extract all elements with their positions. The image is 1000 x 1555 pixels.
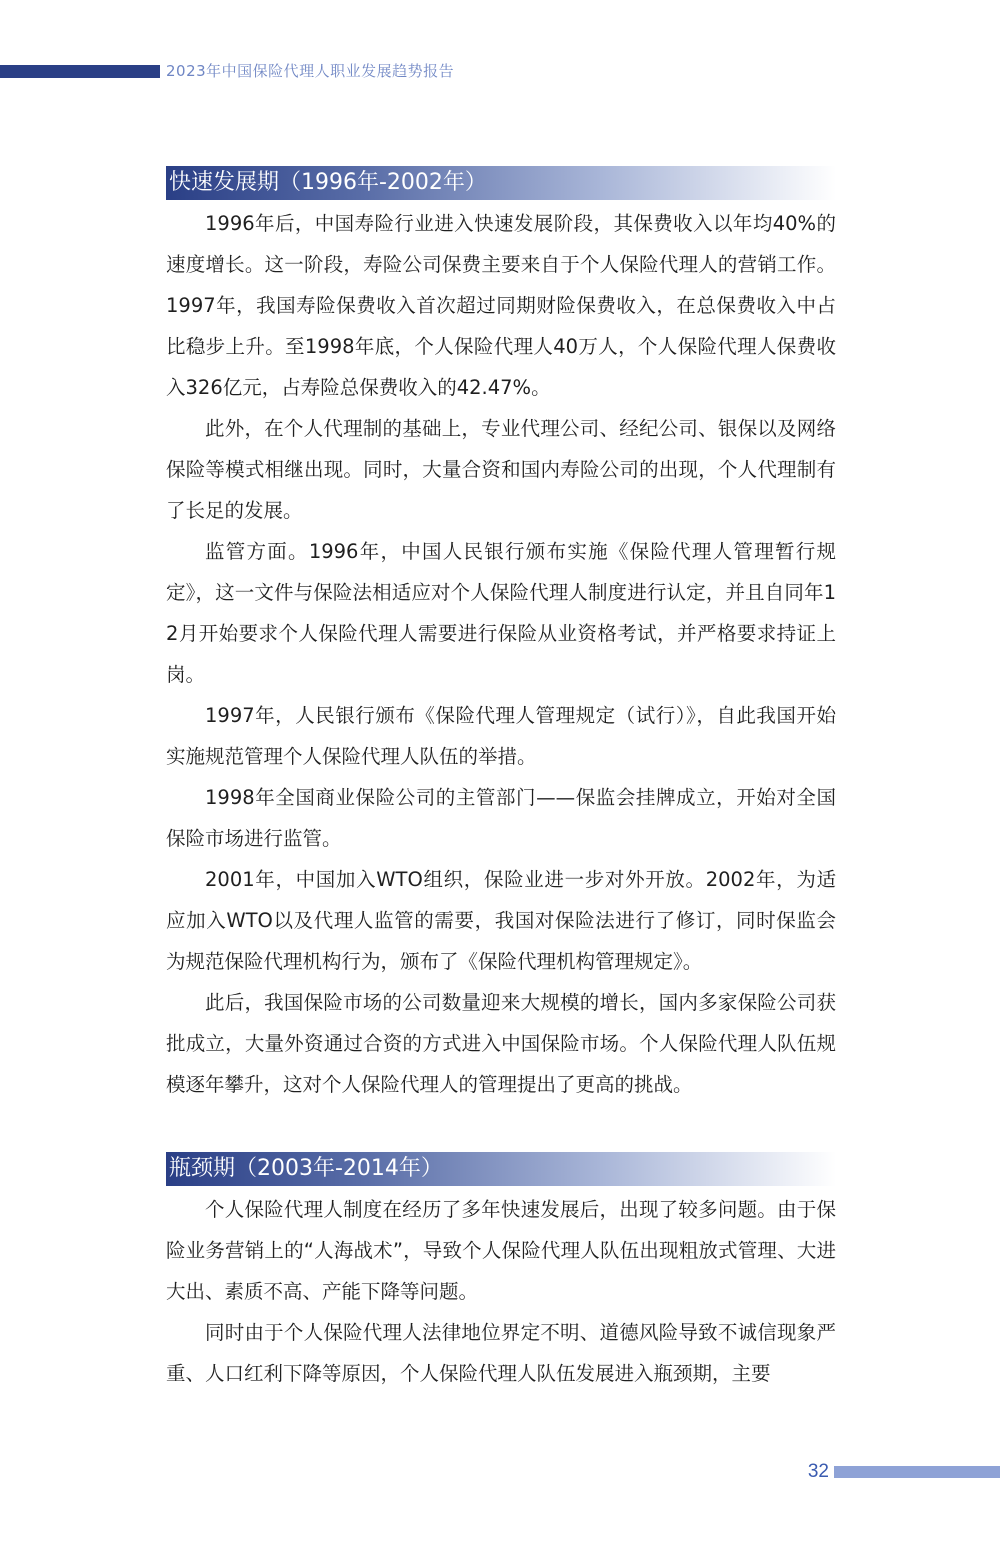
section-body-bottleneck	[166, 1189, 836, 1395]
paragraph: 监管方面。1996年，中国人民银行颁布实施《保险代理人管理暂行规定》，这一文件与保险法相适应对个人保险代理人制度进行认定，并且自同年12月开始要求个人保险代理人需要进行保险从业资格考试，并严格要求持证上岗。	[166, 540, 836, 686]
paragraph: 1997年，人民银行颁布《保险代理人管理规定（试行）》，自此我国开始实施规范管理个人保险代理人队伍的举措。	[166, 704, 836, 768]
paragraph: 1996年后，中国寿险行业进入快速发展阶段，其保费收入以年均40%的速度增长。这一阶段，寿险公司保费主要来自于个人保险代理人的营销工作。1997年，我国寿险保费收入首次超过同期财险保费收入，在总保费收入中占比稳步上升。至1998年底，个人保险代理人40万人，个人保险代理人保费收入326亿元，占寿险总保费收入的42.47%。	[166, 212, 836, 399]
section-heading-bottleneck	[166, 1152, 836, 1186]
section-heading-rapid-development	[166, 166, 836, 200]
section-heading-text: 瓶颈期（2003年-2014年）	[169, 1156, 443, 1181]
paragraph: 此后，我国保险市场的公司数量迎来大规模的增长，国内多家保险公司获批成立，大量外资通过合资的方式进入中国保险市场。个人保险代理人队伍规模逐年攀升，这对个人保险代理人的管理提出了更高的挑战。	[166, 991, 836, 1096]
paragraph: 个人保险代理人制度在经历了多年快速发展后，出现了较多问题。由于保险业务营销上的“人海战术”，导致个人保险代理人队伍出现粗放式管理、大进大出、素质不高、产能下降等问题。	[166, 1198, 836, 1303]
footer-accent-bar	[834, 1466, 1000, 1478]
paragraph: 1998年全国商业保险公司的主管部门——保监会挂牌成立，开始对全国保险市场进行监管。	[166, 786, 836, 850]
paragraph: 此外，在个人代理制的基础上，专业代理公司、经纪公司、银保以及网络保险等模式相继出现。同时，大量合资和国内寿险公司的出现，个人代理制有了长足的发展。	[166, 417, 836, 522]
report-title: 2023年中国保险代理人职业发展趋势报告	[166, 62, 455, 80]
section-heading-text: 快速发展期（1996年-2002年）	[169, 170, 487, 195]
paragraph: 同时由于个人保险代理人法律地位界定不明、道德风险导致不诚信现象严重、人口红利下降等原因，个人保险代理人队伍发展进入瓶颈期，主要	[166, 1321, 836, 1385]
header-accent-bar	[0, 65, 160, 78]
section-body-rapid-development	[166, 203, 836, 1105]
paragraph: 2001年，中国加入WTO组织，保险业进一步对外开放。2002年，为适应加入WTO以及代理人监管的需要，我国对保险法进行了修订，同时保监会为规范保险代理机构行为，颁布了《保险代理机构管理规定》。	[166, 868, 836, 973]
page-number: 32	[807, 1461, 829, 1482]
